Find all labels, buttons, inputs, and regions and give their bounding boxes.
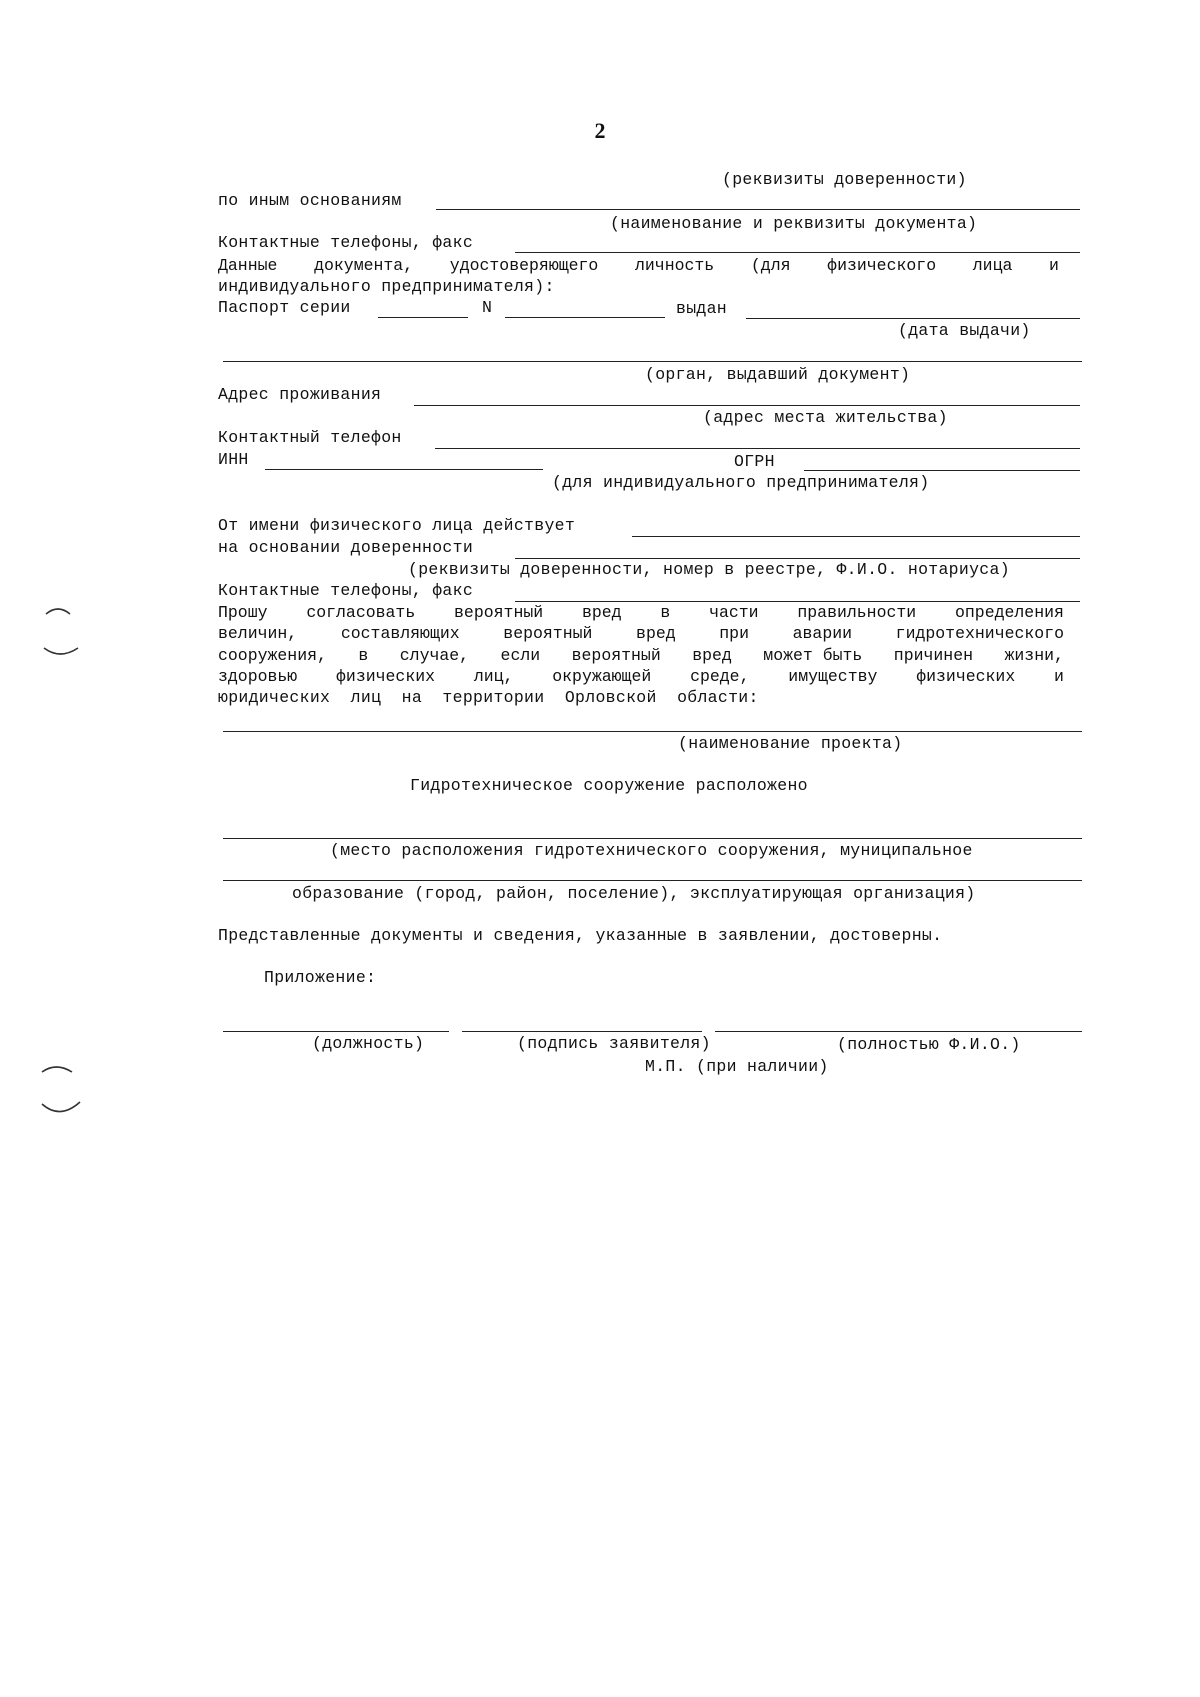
request-line-2: величин, составляющих вероятный вред при аварии гидротехнического	[218, 624, 1064, 643]
project-name-caption: (наименование проекта)	[678, 734, 903, 753]
facility-location-caption-1: (место расположения гидротехнического сооружения, муниципальное	[330, 841, 973, 860]
passport-issue-date-caption: (дата выдачи)	[898, 321, 1031, 340]
facility-located-label: Гидротехническое сооружение расположено	[410, 776, 808, 795]
residence-caption: (адрес места жительства)	[703, 408, 948, 427]
page-number: 2	[594, 118, 606, 143]
passport-issued-field[interactable]	[746, 318, 1080, 319]
contact-phones-fax-field[interactable]	[515, 252, 1080, 253]
position-caption: (должность)	[312, 1034, 425, 1053]
seal-caption: М.П. (при наличии)	[645, 1057, 829, 1076]
representative-caption: (реквизиты доверенности, номер в реестре, Ф.И.О. нотариуса)	[408, 560, 1010, 579]
passport-issuer-caption: (орган, выдавший документ)	[645, 365, 911, 384]
position-field[interactable]	[223, 1031, 449, 1032]
representative-line2-label: на основании доверенности	[218, 538, 474, 557]
attachment-label: Приложение:	[264, 968, 377, 987]
entrepreneur-caption: (для индивидуального предпринимателя)	[552, 473, 930, 492]
ogrn-label: ОГРН	[734, 452, 775, 471]
other-grounds-caption: (наименование и реквизиты документа)	[610, 214, 978, 233]
caption-power-of-attorney: (реквизиты доверенности)	[722, 170, 967, 189]
residence-label: Адрес проживания	[218, 385, 382, 404]
binder-hole-mark-top	[38, 600, 88, 660]
full-name-field[interactable]	[715, 1031, 1082, 1032]
passport-series-label: Паспорт серии	[218, 298, 351, 317]
contact-phone-field[interactable]	[435, 448, 1080, 449]
contact-phones-fax-2-field[interactable]	[515, 601, 1080, 602]
passport-issued-label: выдан	[676, 299, 728, 318]
other-grounds-field[interactable]	[436, 209, 1080, 210]
representative-line2-field[interactable]	[515, 558, 1080, 559]
ogrn-field[interactable]	[804, 470, 1080, 471]
passport-number-label: N	[482, 298, 493, 317]
contact-phones-fax-2-label: Контактные телефоны, факс	[218, 581, 474, 600]
passport-issuer-field[interactable]	[223, 361, 1082, 362]
facility-location-caption-2: образование (город, район, поселение), эксплуатирующая организация)	[292, 884, 976, 903]
facility-location-field-2[interactable]	[223, 880, 1082, 881]
reliability-statement: Представленные документы и сведения, указанные в заявлении, достоверны.	[218, 926, 943, 945]
inn-label: ИНН	[218, 450, 249, 469]
signature-caption: (подпись заявителя)	[517, 1034, 711, 1053]
binder-hole-mark-bottom	[36, 1060, 86, 1120]
identity-doc-line-1: Данные документа, удостоверяющего личность (для физического лица и	[218, 256, 1059, 275]
request-line-5: юридических лиц на территории Орловской области:	[218, 688, 759, 707]
inn-field[interactable]	[265, 469, 543, 470]
request-line-3: сооружения, в случае, если вероятный вред может быть причинен жизни,	[218, 646, 1064, 665]
full-name-caption: (полностью Ф.И.О.)	[837, 1035, 1021, 1054]
contact-phones-fax-label: Контактные телефоны, факс	[218, 233, 474, 252]
other-grounds-label: по иным основаниям	[218, 191, 402, 210]
contact-phone-label: Контактный телефон	[218, 428, 402, 447]
residence-field[interactable]	[414, 405, 1080, 406]
signature-field[interactable]	[462, 1031, 702, 1032]
representative-line1-field[interactable]	[632, 536, 1080, 537]
facility-location-field-1[interactable]	[223, 838, 1082, 839]
request-line-4: здоровью физических лиц, окружающей среде, имуществу физических и	[218, 667, 1064, 686]
passport-series-field[interactable]	[378, 317, 468, 318]
representative-line1-label: От имени физического лица действует	[218, 516, 576, 535]
passport-number-field[interactable]	[505, 317, 665, 318]
identity-doc-line-2: индивидуального предпринимателя):	[218, 277, 555, 296]
request-line-1: Прошу согласовать вероятный вред в части правильности определения	[218, 603, 1064, 622]
project-name-field[interactable]	[223, 731, 1082, 732]
